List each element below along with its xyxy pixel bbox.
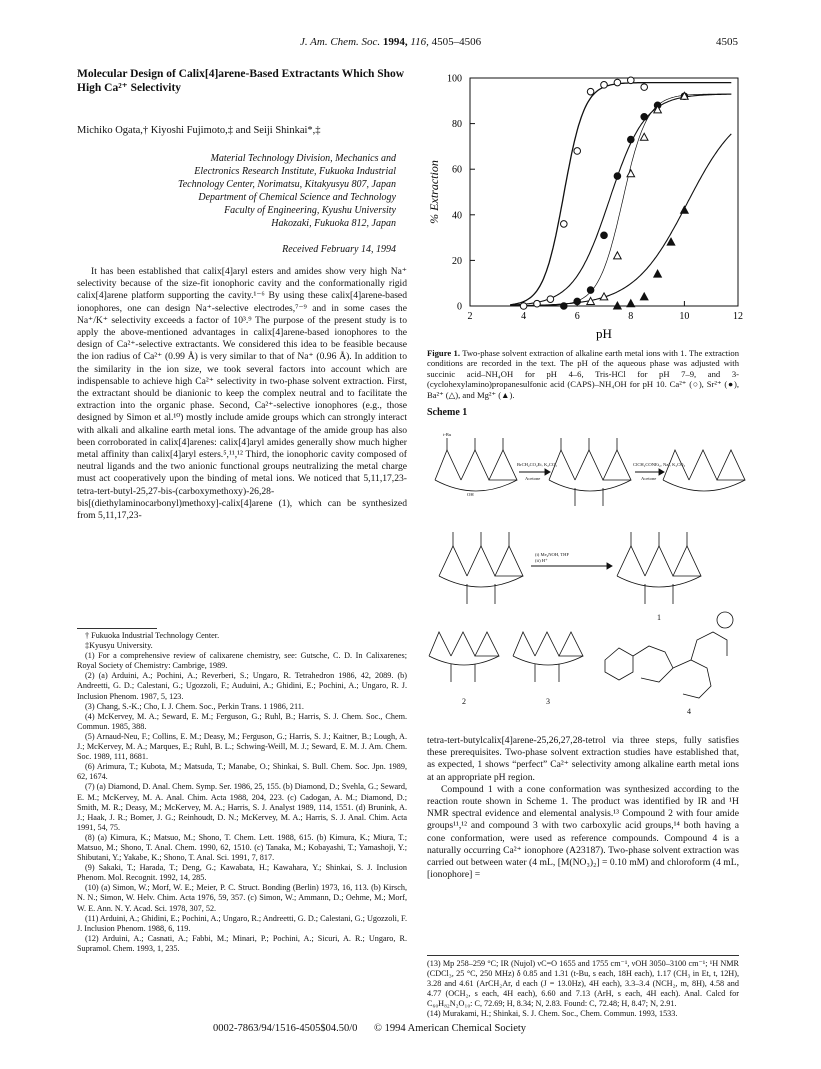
compound-4-structure (605, 612, 733, 698)
affiliation-line: Department of Chemical Science and Technology (198, 192, 396, 203)
footnotes-left (77, 631, 407, 954)
data-point-filled-triangle (627, 300, 635, 307)
affiliation-line: Technology Center, Norimatsu, Kitakyusyu 807, Japan (178, 179, 396, 190)
affiliation (100, 152, 396, 230)
extraction-chart (420, 68, 750, 348)
footnote: (10) (a) Simon, W.; Morf, W. E.; Meier, P. C. Struct. Bonding (Berlin) 1973, 16, 113. (b) Kirsch, N. N.; Simon, W. Helv. Chim. Acta 1976, 59, 357. (c) Simon, W.; Ammann, D.; Oehme, M.; Morf, W. E. Ann. N. Y. Acad. Sci. 1978, 307, 52. (77, 883, 407, 913)
compound-3-structure (513, 632, 583, 682)
x-tick-label: 4 (521, 311, 527, 322)
oh-label: OH (467, 492, 474, 497)
data-point-filled-triangle (654, 270, 662, 277)
footnote-rule (77, 628, 157, 629)
x-tick-label: 8 (628, 311, 634, 322)
y-tick-label: 60 (452, 164, 462, 176)
footnote: (13) Mp 258–259 °C; IR (Nujol) νC=O 1655 and 1755 cm⁻¹, νOH 3050–3100 cm⁻¹; ¹H NMR (CDCl₃, 25 °C, 250 MHz) δ 0.85 and 1.31 (t-Bu, s each, 18H each), 1.17 (CH₃ in Et, t, 12H), 3.28 and 4.61 (ArCH₂Ar, d each (J = 13.0Hz), 4H each), 3.3–3.4 (NCH₂, m, 8H), 4.58 and 4.77 (OCH₂, s each, 4H each), 6.60 and 7.13 (ArH, s each, 4H each). Anal. Calcd for C₆₀H₈₂N₂O₁₀: C, 72.69; H, 8.34; N, 2.83. Found: C, 72.48; H, 8.47; N, 2.91. (427, 959, 739, 1009)
data-point-filled-circle (614, 173, 621, 180)
chart-curves (510, 83, 731, 306)
tbu-label: t-Bu (443, 432, 452, 437)
page-footer (213, 1023, 633, 1034)
y-tick-label: 20 (452, 255, 462, 267)
data-point-open-circle (561, 221, 568, 228)
data-point-filled-circle (641, 113, 648, 120)
data-point-open-triangle (614, 252, 622, 259)
scheme-1-reaction-diagram (427, 420, 757, 732)
footnote: † Fukuoka Industrial Technology Center. (85, 631, 220, 640)
data-point-open-circle (628, 77, 635, 84)
received-date: Received February 14, 1994 (282, 244, 396, 255)
article-title: Molecular Design of Calix[4]arene-Based Extractants Which Show High Ca²⁺ Selectivity (77, 68, 405, 94)
body-column-right (427, 735, 739, 881)
y-tick-label: 80 (452, 119, 462, 131)
figure-caption (427, 348, 739, 400)
figure-caption-label: Figure 1. (427, 348, 460, 358)
journal-name: J. Am. Chem. Soc. (300, 36, 381, 48)
diester-diamide-structure (663, 450, 745, 491)
chart-y-label: % Extraction (427, 160, 441, 224)
article-authors: Michiko Ogata,† Kiyoshi Fujimoto,‡ and Seiji Shinkai*,‡ (77, 125, 321, 136)
affiliation-line: Faculty of Engineering, Kyushu University (224, 205, 396, 216)
fit-curve-1 (510, 94, 731, 305)
data-point-filled-circle (587, 287, 594, 294)
arrow-2-reagents: ClCH₂CONEt₂, NaI, K₂CO₃ (633, 462, 686, 467)
chart-ticks (447, 74, 743, 323)
x-tick-label: 6 (574, 311, 580, 322)
footnote: (5) Arnaud-Neu, F.; Collins, E. M.; Deasy, M.; Ferguson, G.; Harris, S. J.; Kaitner, B.; Lough, A. J.; McKervey, M. A.; Marques, E.; Ruhl, B. L.; Schwing-Weill, M. J.; Seward, E. M. J. Am. Chem. Soc. 1989, 111, 8681. (77, 731, 407, 762)
data-point-open-circle (641, 84, 648, 91)
y-tick-label: 0 (457, 301, 462, 313)
compound-1-structure (617, 532, 701, 604)
data-point-filled-circle (601, 232, 608, 239)
journal-volume: 116, (410, 36, 429, 48)
compound-label-3: 3 (546, 697, 550, 706)
footer-code: 0002-7863/94/1516-4505$04.50/0 (213, 1023, 358, 1034)
footnote: (7) (a) Diamond, D. Anal. Chem. Symp. Ser. 1986, 25, 155. (b) Diamond, D.; Svehla, G.; Seward, E. M.; McKervey, M. A. Anal. Chim. Acta 1988, 204, 223. (c) Cadogan, A. M.; Diamond, D.; Smith, M. R.; Deasy, M.; McKervey, M. A.; Harris, S. J. Analyst 1989, 114, 1551. (d) Brunink, A. J.; Haak, J. R.; Bomer, J. G.; Reinhoudt, D. N.; McKervey, M. A.; Harris, S. J. Anal. Chim. Acta 1991, 54, 75. (77, 782, 407, 832)
plot-border (470, 78, 738, 306)
compound-label-4: 4 (687, 707, 691, 716)
footnote: (12) Arduini, A.; Casnati, A.; Fabbi, M.; Minari, P.; Pochini, A.; Sicuri, A. R.; Ungaro, R. Supramol. Chem. 1993, 1, 235. (77, 933, 407, 953)
body-paragraph: It has been established that calix[4]aryl esters and amides show very high Na⁺ selectivity because of the size-fit ionophoric cavity and the conformationally rigid calix[4]arene platform supporting the cavity.¹⁻⁶ By using these calix[4]arene-based ionophores, one can design Na⁺-selective electrodes,⁷⁻⁹ and in some cases the Na⁺/K⁺ selectivity exceeds a factor of 10³.⁹ The purpose of the present study is to apply the above-mentioned advantages in calix[4]arene-based ionophores to the design of Ca²⁺-selective extractants. We considered this idea to be feasible because the ion radius of Ca²⁺ (0.99 Å) is very similar to that of Na⁺ (0.96 Å). In addition to the similarity in the ion size, we took several factors into account which are indispensable to achieve high Ca²⁺ selectivity in two-phase solvent extraction. First, the extractant should be dianionic to keep the complex neutral and to facilitate the extraction into the organic phase. Second, Ca²⁺-selective ionophores (e.g., those designed by Simon et al.¹⁰) mostly include amide groups which can strongly interact with alkali and alkaline earth metal ions. The advantage of the amide group has also been corroborated in calix[4]arenes: calix[4]aryl amides generally show much higher metal affinity than calix[4]aryl esters.⁵,¹¹,¹² Third, the ionophoric cavity composed of neutral ligands and the two anionic functional groups neutralizing the metal charge must act cooperatively upon the binding of metal ions. We noticed that 5,11,17,23-tetra-tert-butyl-25,27-bis-(carboxymethoxy)-26,28-bis[(diethylaminocarbonyl)methoxy]-calix[4]arene (1), which can be synthesized from 5,11,17,23- (77, 266, 407, 522)
calixarene-starting-structure (435, 438, 517, 491)
arrow-1-reagents: BrCH₂CO₂Et, K₂CO₃ (517, 462, 557, 467)
footnote: (14) Murakami, H.; Shinkai, S. J. Chem. Soc., Chem. Commun. 1993, 1533. (427, 1009, 678, 1019)
compound-label-1: 1 (657, 613, 661, 622)
arrow-3-reagents-1: (i) Me₄NOH, THF (535, 552, 570, 557)
data-point-filled-circle (561, 303, 568, 310)
data-point-open-circle (601, 82, 608, 89)
footnote: (1) For a comprehensive review of calixarene chemistry, see: Gutsche, C. D. In Calixarenes; Royal Society of Chemistry: Cambrige, 1989. (77, 651, 407, 671)
diester-intermediate-structure (549, 438, 631, 506)
footer-copyright: © 1994 American Chemical Society (374, 1023, 527, 1034)
chart-x-label: pH (596, 326, 612, 341)
footnote: (9) Sakaki, T.; Harada, T.; Deng, G.; Kawabata, H.; Kawahara, Y.; Shinkai, S. J. Inclusion Phenom. Mol. Recognit. 1992, 14, 285. (77, 863, 407, 883)
footnote: (2) (a) Arduini, A.; Pochini, A.; Reverberi, S.; Ungaro, R. Tetrahedron 1986, 42, 2089. (b) Andreetti, G. D.; Calestani, G.; Ugozzoli, F.; Auduini, A.; Ghidini, E.; Pochini, A.; Ungaro, R. J. Inclusion Phenom. 1987, 5, 123. (77, 671, 407, 701)
data-point-filled-triangle (640, 293, 648, 300)
footnote: (3) Chang, S.-K.; Cho, I. J. Chem. Soc., Perkin Trans. 1 1986, 211. (85, 701, 304, 711)
footnote: (6) Arimura, T.; Kubota, M.; Matsuda, T.; Manabe, O.; Shinkai, S. Bull. Chem. Soc. Jpn. 1989, 62, 1674. (77, 762, 407, 782)
arrow-1-solvent: Acetone (525, 476, 541, 481)
affiliation-line: Electronics Research Institute, Fukuoka Industrial (194, 166, 396, 177)
x-tick-label: 10 (679, 311, 690, 322)
footnote: (11) Arduini, A.; Ghidini, E.; Pochini, A.; Ungaro, R.; Andreetti, G. D.; Calestani, G.; Ugozzoli, F. J. Inclusion Phenom. 1988, 6, 119. (77, 913, 407, 933)
body-paragraph: Compound 1 with a cone conformation was synthesized according to the reaction route shown in Scheme 1. The product was identified by IR and ¹H NMR spectral evidence and elemental analysis.¹³ Compound 2 with four amide groups¹¹,¹² and compound 3 with two carboxylic acid groups,¹⁴ both having a cone conformation, were used as reference compounds. Compound 4 is a naturally occurring Ca²⁺ ionophore (A23187). Two-phase solvent extraction was carried out between water (4 mL, [M(NO₃)₂] = 0.10 mM) and chloroform (4 mL, [ionophore] = (427, 783, 739, 881)
footnote: ‡Kyusyu University. (85, 641, 153, 651)
data-point-open-triangle (640, 133, 648, 140)
data-point-open-circle (520, 303, 527, 310)
body-column-left (77, 266, 407, 522)
x-tick-label: 12 (733, 311, 743, 322)
data-point-open-circle (574, 148, 581, 155)
data-point-open-triangle (627, 170, 635, 177)
arrow-2-solvent: Acetone (641, 476, 657, 481)
y-tick-label: 100 (447, 73, 462, 85)
arrow-3-reagents-2: (ii) H⁺ (535, 558, 548, 563)
data-point-filled-circle (574, 298, 581, 305)
fit-curve-2 (510, 94, 731, 306)
compound-2-structure (429, 632, 499, 682)
data-point-filled-triangle (667, 238, 675, 245)
data-point-open-circle (534, 300, 541, 307)
data-point-filled-triangle (681, 206, 689, 213)
data-point-filled-circle (628, 136, 635, 143)
body-paragraph: tetra-tert-butylcalix[4]arene-25,26,27,28-tetrol via three steps, fully satisfies these prerequisites. Two-phase solvent extraction studies have established that, as expected, 1 shows “perfect” Ca²⁺ selectivity among alkaline earth metal ions at an appropriate pH region. (427, 735, 739, 783)
data-point-open-circle (614, 79, 621, 86)
journal-pages: 4505–4506 (431, 36, 482, 48)
page-number: 4505 (716, 36, 738, 48)
affiliation-line: Material Technology Division, Mechanics and (210, 153, 396, 164)
y-tick-label: 40 (452, 210, 462, 222)
x-tick-label: 2 (467, 311, 473, 322)
compound-label-2: 2 (462, 697, 466, 706)
running-header (300, 36, 481, 48)
journal-year: 1994, (382, 36, 408, 48)
footnotes-right (427, 955, 739, 1020)
footnote: (4) McKervey, M. A.; Seward, E. M.; Ferguson, G.; Ruhl, B.; Harris, S. J. Chem. Soc., Chem. Commun. 1985, 388. (77, 711, 407, 731)
footnote: (8) (a) Kimura, K.; Matsuo, M.; Shono, T. Chem. Lett. 1988, 615. (b) Kimura, K.; Miura, T.; Matsuo, M.; Shono, T. Anal. Chem. 1990, 62, 1510. (c) Tanaka, M.; Kobayashi, T.; Yamashoji, Y.; Shibutani, Y.; Yakabe, K.; Shono, T. Anal. Sci. 1991, 7, 817. (77, 832, 407, 863)
scheme-label: Scheme 1 (427, 407, 468, 418)
data-point-open-circle (587, 88, 594, 95)
data-point-open-circle (547, 296, 554, 303)
ester-amide-structure (439, 532, 523, 604)
affiliation-line: Hakozaki, Fukuoka 812, Japan (271, 218, 396, 229)
figure-caption-text: Two-phase solvent extraction of alkaline earth metal ions with 1. The extraction conditions are recorded in the text. The pH of the aqueous phase was adjusted with succinic acid–NH₄OH for pH 4–6, Tris-HCl for pH 7–9, and 3-(cyclohexylamino)propanesulfonic acid (CAPS)–NH₄OH for pH 10. Ca²⁺ (○), Sr²⁺ (●), Ba²⁺ (△), and Mg²⁺ (▲). (427, 348, 739, 400)
fit-curve-0 (510, 83, 731, 305)
chart-frame (470, 78, 738, 306)
